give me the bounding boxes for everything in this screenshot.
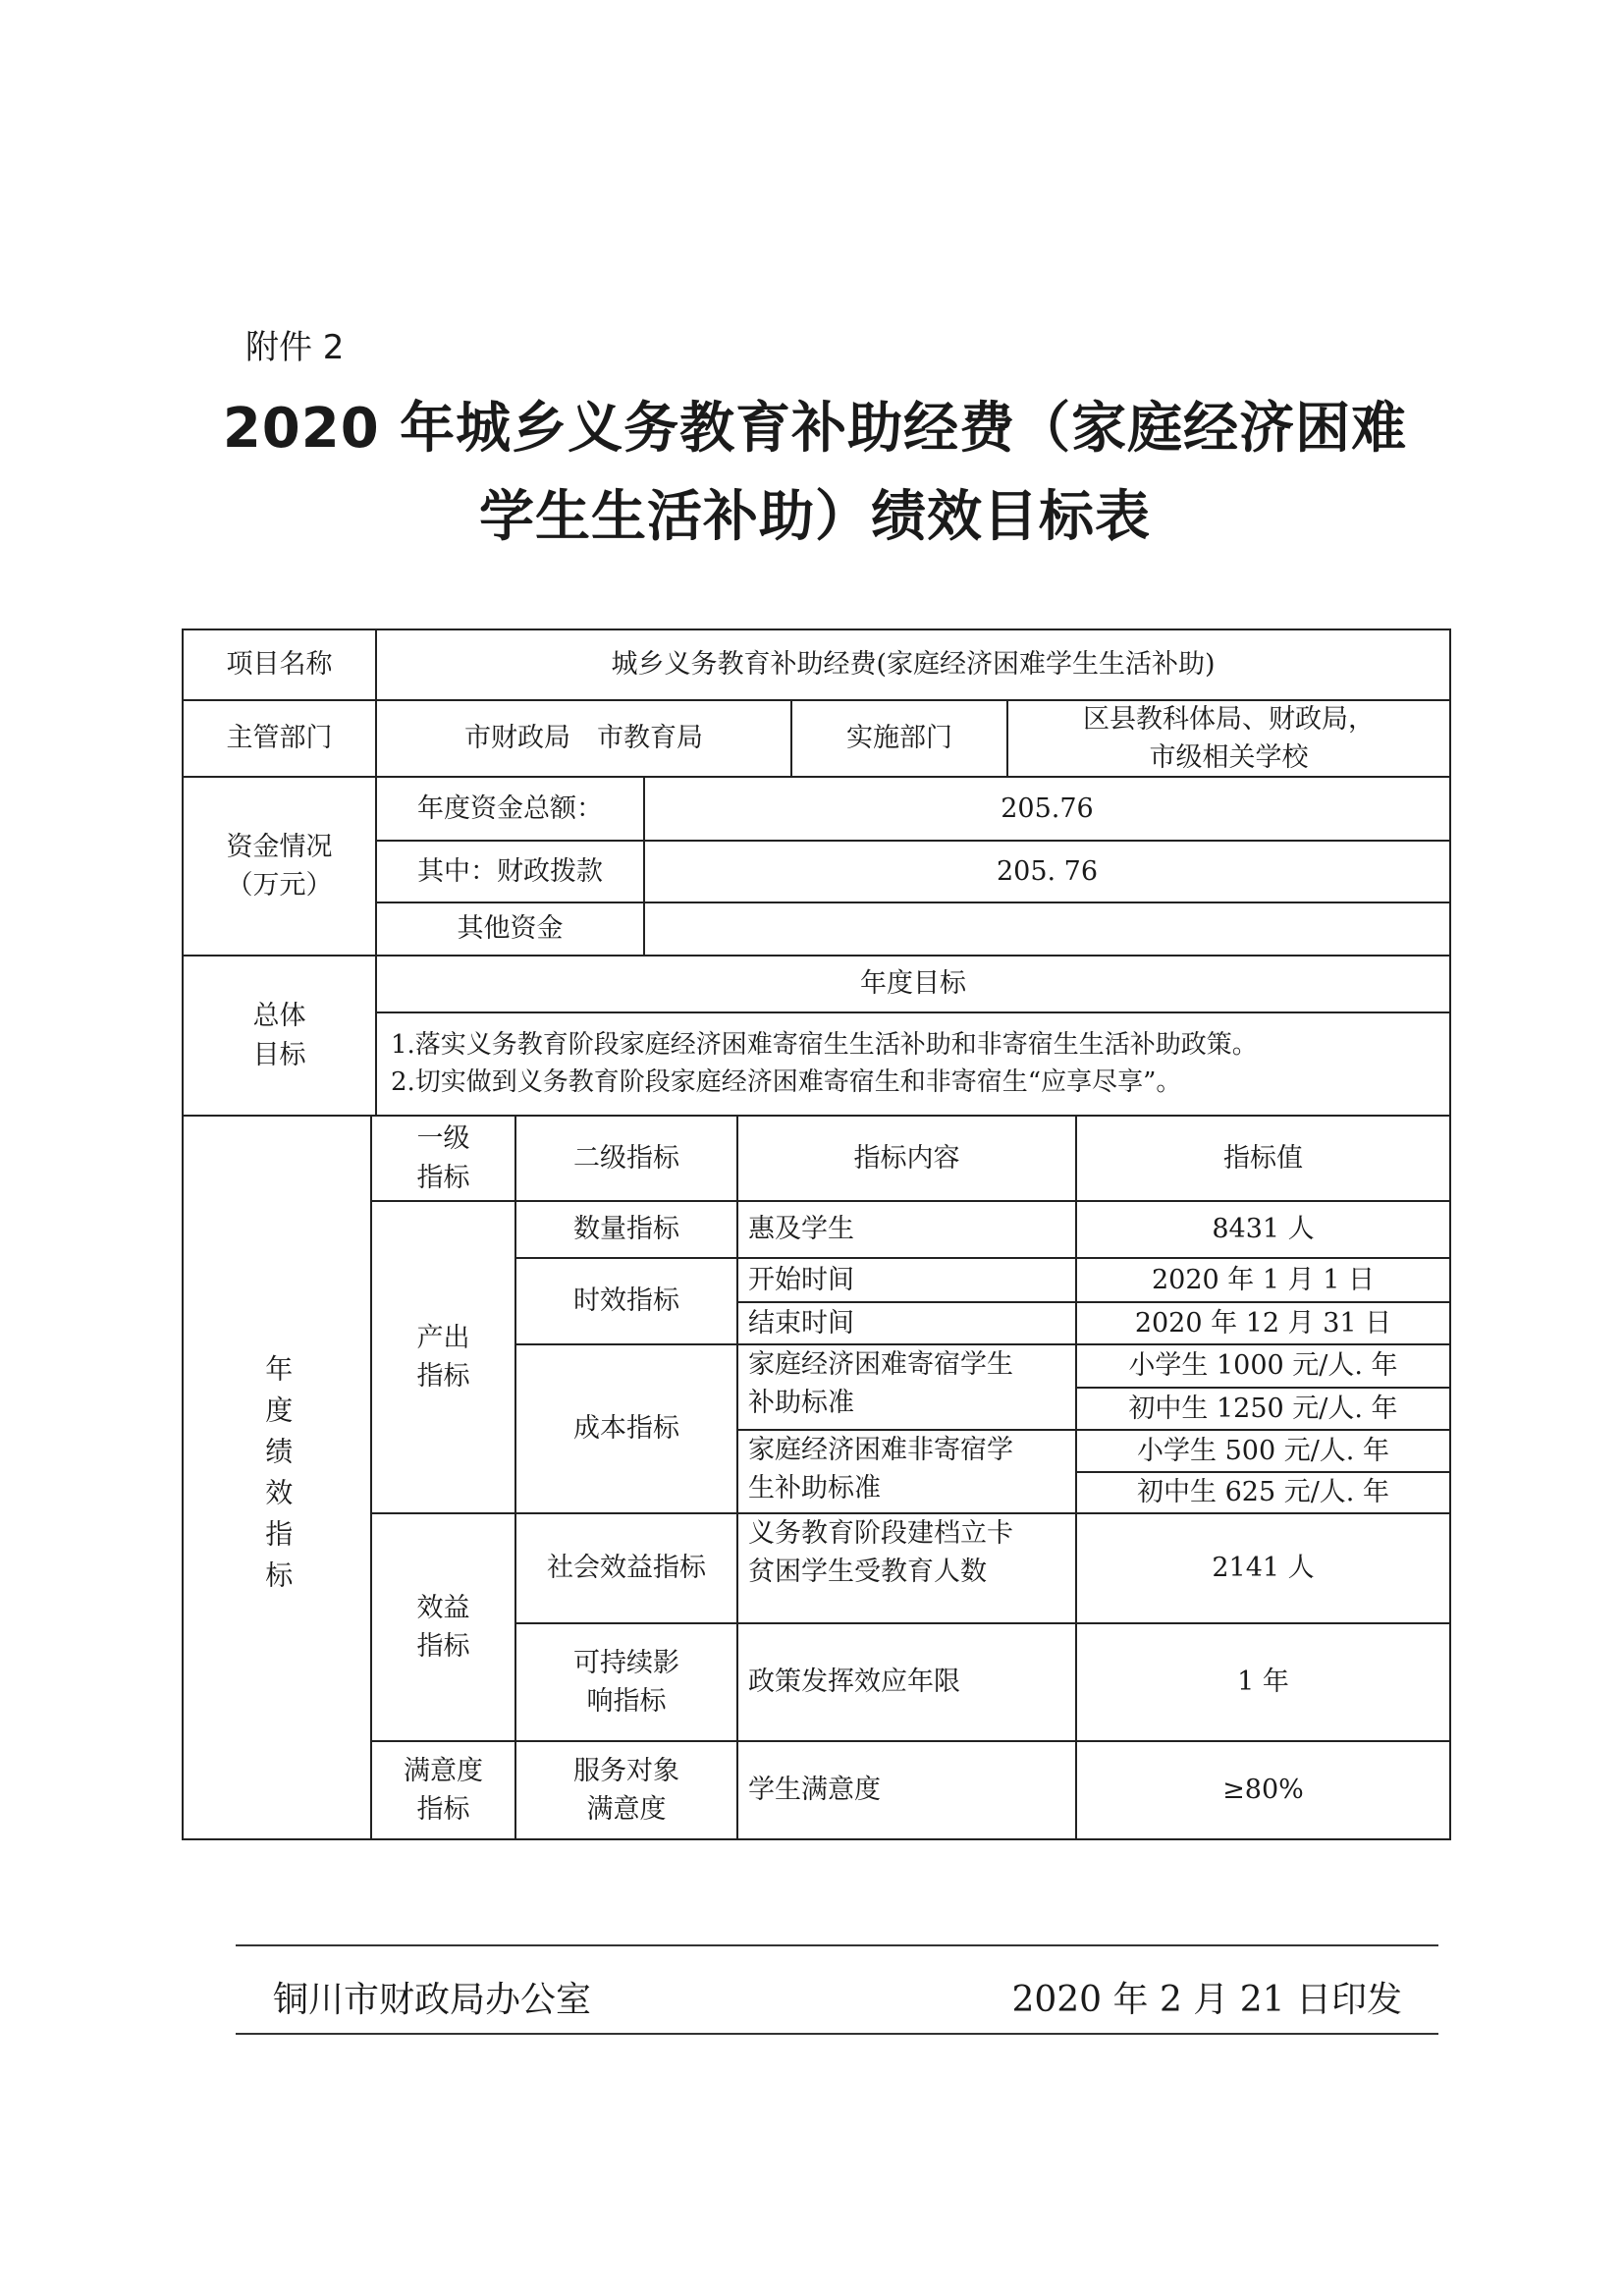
attachment-label: 附件 2 [245, 328, 345, 367]
funds-label-text: 资金情况 [226, 831, 333, 862]
funds-total-label: 年度资金总额： [375, 776, 645, 842]
satis-label-b: 满意度 [586, 1794, 667, 1825]
impl-label: 实施部门 [790, 699, 1008, 778]
time-label: 时效指标 [514, 1257, 738, 1345]
hdr-level2: 二级指标 [514, 1115, 738, 1202]
qty-content: 惠及学生 [736, 1200, 1077, 1259]
satis-content: 学生满意度 [736, 1740, 1077, 1840]
satis-label [514, 1740, 738, 1840]
funds-other-label: 其他资金 [375, 902, 645, 957]
hdr-level1-b: 指标 [416, 1162, 470, 1193]
funds-total-value: 205.76 [643, 776, 1451, 842]
goal-item-2: 2.切实做到义务教育阶段家庭经济困难寄宿生和非寄宿生“应享尽享”。 [391, 1066, 1182, 1097]
satis-value: ≥80% [1075, 1740, 1451, 1840]
cost-label: 成本指标 [514, 1343, 738, 1514]
social-content-b: 贫困学生受教育人数 [748, 1557, 987, 1588]
cost-nonboard-primary: 小学生 500 元/人. 年 [1075, 1429, 1451, 1473]
output-indicator [370, 1200, 516, 1514]
hdr-level1 [370, 1115, 516, 1202]
social-value: 2141 人 [1075, 1512, 1451, 1624]
benefit-b: 指标 [416, 1631, 470, 1662]
cost-nonboard-a: 家庭经济困难非寄宿学 [748, 1435, 1013, 1465]
social-label: 社会效益指标 [514, 1512, 738, 1624]
benefit-indicator [370, 1512, 516, 1742]
cost-board-junior: 初中生 1250 元/人. 年 [1075, 1387, 1451, 1431]
output-b: 指标 [416, 1361, 470, 1392]
funds-unit-text: （万元） [226, 870, 333, 901]
title-line-2: 学生生活补助）绩效目标表 [479, 485, 1151, 549]
goal-label-1: 总体 [252, 1001, 306, 1032]
cost-board-b: 补助标准 [748, 1388, 854, 1419]
funds-fiscal-label: 其中：财政拨款 [375, 840, 645, 903]
satis-a: 满意度 [404, 1755, 483, 1786]
goal-text [375, 1011, 1451, 1117]
time-end-value: 2020 年 12 月 31 日 [1075, 1301, 1451, 1345]
satis-b: 指标 [416, 1794, 470, 1825]
cost-nonboard-junior: 初中生 625 元/人. 年 [1075, 1471, 1451, 1514]
goal-header: 年度目标 [375, 955, 1451, 1013]
time-start-content: 开始时间 [736, 1257, 1077, 1303]
cost-nonboard-b: 生补助标准 [748, 1473, 881, 1504]
time-start-value: 2020 年 1 月 1 日 [1075, 1257, 1451, 1303]
benefit-a: 效益 [416, 1592, 470, 1623]
project-name-label: 项目名称 [182, 629, 377, 701]
output-a: 产出 [416, 1322, 470, 1353]
social-content-a: 义务教育阶段建档立卡 [748, 1518, 1013, 1549]
cost-board-primary: 小学生 1000 元/人. 年 [1075, 1343, 1451, 1389]
satis-label-a: 服务对象 [573, 1755, 679, 1786]
funds-label [182, 776, 377, 957]
sustain-content: 政策发挥效应年限 [736, 1622, 1077, 1742]
sustain-label [514, 1622, 738, 1742]
hdr-content: 指标内容 [736, 1115, 1077, 1202]
footer-bottom-rule [236, 2033, 1438, 2035]
goal-label-2: 目标 [252, 1039, 306, 1070]
project-name-value: 城乡义务教育补助经费(家庭经济困难学生生活补助) [375, 629, 1451, 701]
perf-label [182, 1115, 372, 1840]
footer-date: 2020 年 2 月 21 日印发 [1011, 1980, 1402, 2020]
social-content [736, 1512, 1077, 1624]
hdr-level1-a: 一级 [416, 1123, 470, 1155]
qty-value: 8431 人 [1075, 1200, 1451, 1259]
perf-label-text: 年度绩效指标 [261, 1353, 295, 1602]
goal-label [182, 955, 377, 1117]
title-line-1: 2020 年城乡义务教育补助经费（家庭经济困难 [222, 397, 1408, 461]
funds-fiscal-value: 205. 76 [643, 840, 1451, 903]
impl-value [1006, 699, 1451, 778]
dept-label: 主管部门 [182, 699, 377, 778]
footer-office: 铜川市财政局办公室 [273, 1980, 592, 2020]
sustain-label-a: 可持续影 [573, 1647, 679, 1678]
footer-top-rule [236, 1944, 1438, 1946]
time-end-content: 结束时间 [736, 1301, 1077, 1345]
sustain-label-b: 响指标 [586, 1686, 667, 1717]
funds-other-value [643, 902, 1451, 957]
sustain-value: 1 年 [1075, 1622, 1451, 1742]
dept-value: 市财政局 市教育局 [375, 699, 792, 778]
qty-label: 数量指标 [514, 1200, 738, 1259]
cost-nonboard-content [736, 1429, 1077, 1514]
cost-board-content [736, 1343, 1077, 1431]
cost-board-a: 家庭经济困难寄宿学生 [748, 1349, 1013, 1380]
impl-line-2: 市级相关学校 [1149, 742, 1309, 773]
hdr-value: 指标值 [1075, 1115, 1451, 1202]
satisfaction-indicator [370, 1740, 516, 1840]
goal-item-1: 1.落实义务教育阶段家庭经济困难寄宿生生活补助和非寄宿生生活补助政策。 [391, 1029, 1258, 1060]
impl-line-1: 区县教科体局、财政局， [1083, 703, 1375, 735]
